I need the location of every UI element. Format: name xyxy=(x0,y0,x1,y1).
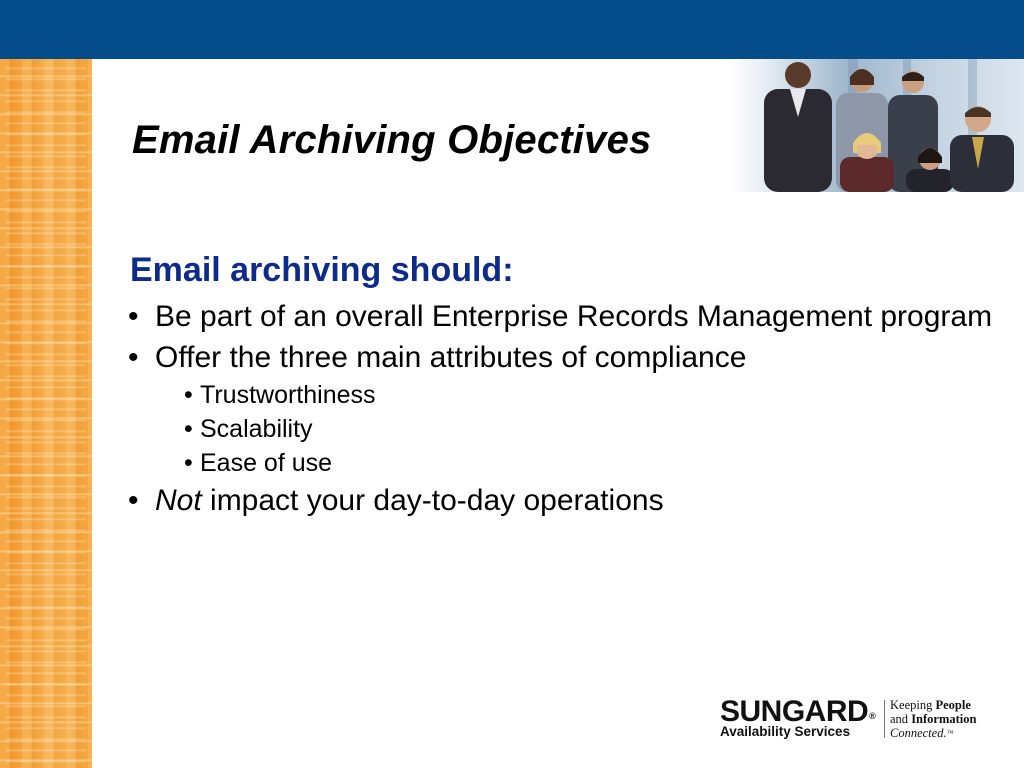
decorative-side-strip xyxy=(0,59,92,768)
sub-bullet-text: Scalability xyxy=(200,415,313,443)
header-bar xyxy=(0,0,1024,59)
tagline-text: and xyxy=(890,712,912,726)
bullet-marker: • xyxy=(184,449,193,477)
tagline-text: Keeping xyxy=(890,698,936,712)
business-team-photo xyxy=(728,59,1024,192)
bullet-marker: • xyxy=(184,381,193,409)
bullet-text: Offer the three main attributes of compliance xyxy=(155,341,747,374)
sub-bullet-list xyxy=(126,378,995,480)
tagline-bold: People xyxy=(935,698,971,712)
sub-bullet-text: Trustworthiness xyxy=(200,381,376,409)
bullet-marker: • xyxy=(184,415,193,443)
sub-list-item xyxy=(126,446,995,480)
sungard-logo xyxy=(718,696,998,744)
bullet-text: impact your day-to-day operations xyxy=(201,484,664,517)
bullet-text: Be part of an overall Enterprise Records Management program xyxy=(155,300,993,333)
bullet-marker: • xyxy=(128,300,139,333)
logo-brand-text: SUNGARD xyxy=(720,695,869,728)
list-item xyxy=(126,337,995,378)
logo-tagline xyxy=(890,698,976,740)
list-item xyxy=(126,480,995,521)
bullet-marker: • xyxy=(128,484,139,517)
sub-bullet-text: Ease of use xyxy=(200,449,333,477)
slide-subheading: Email archiving should: xyxy=(130,251,514,289)
logo-subtitle: Availability Services xyxy=(720,724,851,739)
registered-mark: ® xyxy=(869,711,876,721)
logo-divider xyxy=(884,700,885,738)
list-item xyxy=(126,296,995,337)
sub-list-item xyxy=(126,412,995,446)
bullet-list xyxy=(126,296,995,521)
trademark: ™ xyxy=(946,729,954,737)
bullet-emphasis: Not xyxy=(155,484,202,517)
sub-list-item xyxy=(126,378,995,412)
sub-bullet-group xyxy=(126,378,995,480)
tagline-italic: Connected. xyxy=(890,726,947,740)
bullet-marker: • xyxy=(128,341,139,374)
slide-title: Email Archiving Objectives xyxy=(132,118,652,162)
tagline-bold: Information xyxy=(911,712,977,726)
